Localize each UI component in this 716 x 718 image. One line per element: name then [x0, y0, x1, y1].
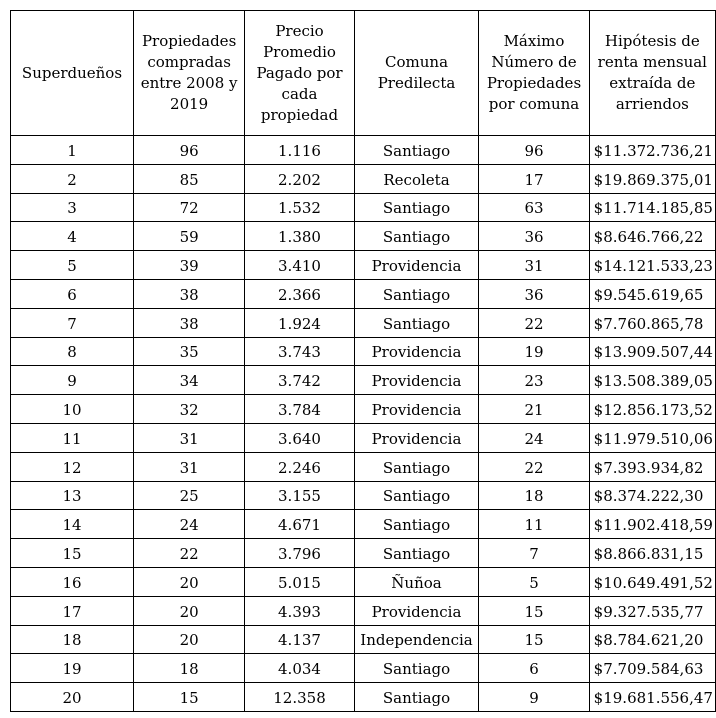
cell-precio-promedio: 3.743	[245, 337, 354, 366]
cell-hipotesis-renta: $7.709.584,63	[589, 654, 715, 683]
table-row	[11, 308, 716, 337]
cell-propiedades-compradas: 59	[133, 222, 244, 251]
cell-superdueno: 11	[11, 423, 134, 452]
cell-superdueno: 5	[11, 251, 134, 280]
cell-maximo-propiedades: 19	[479, 337, 589, 366]
cell-maximo-propiedades: 11	[479, 510, 589, 539]
cell-precio-promedio: 1.924	[245, 308, 354, 337]
cell-maximo-propiedades: 22	[479, 308, 589, 337]
cell-precio-promedio: 12.358	[245, 683, 354, 712]
cell-propiedades-compradas: 20	[133, 567, 244, 596]
cell-superdueno: 12	[11, 452, 134, 481]
cell-propiedades-compradas: 38	[133, 279, 244, 308]
cell-propiedades-compradas: 25	[133, 481, 244, 510]
cell-hipotesis-renta: $11.714.185,85	[589, 193, 715, 222]
cell-comuna-predilecta: Santiago	[354, 510, 479, 539]
cell-superdueno: 7	[11, 308, 134, 337]
cell-maximo-propiedades: 21	[479, 395, 589, 424]
cell-hipotesis-renta: $9.327.535,77	[589, 596, 715, 625]
cell-propiedades-compradas: 24	[133, 510, 244, 539]
cell-superdueno: 9	[11, 366, 134, 395]
cell-precio-promedio: 2.246	[245, 452, 354, 481]
cell-maximo-propiedades: 5	[479, 567, 589, 596]
cell-comuna-predilecta: Santiago	[354, 279, 479, 308]
cell-hipotesis-renta: $11.902.418,59	[589, 510, 715, 539]
cell-superdueno: 6	[11, 279, 134, 308]
cell-hipotesis-renta: $11.979.510,06	[589, 423, 715, 452]
cell-precio-promedio: 2.366	[245, 279, 354, 308]
cell-precio-promedio: 1.532	[245, 193, 354, 222]
cell-superdueno: 2	[11, 164, 134, 193]
header-maximo-propiedades: Máximo Número de Propiedades por comuna	[479, 11, 589, 136]
superduenos-table	[10, 10, 716, 712]
cell-propiedades-compradas: 85	[133, 164, 244, 193]
table-row	[11, 452, 716, 481]
cell-hipotesis-renta: $14.121.533,23	[589, 251, 715, 280]
cell-superdueno: 3	[11, 193, 134, 222]
header-comuna-predilecta: Comuna Predilecta	[354, 11, 479, 136]
cell-comuna-predilecta: Santiago	[354, 193, 479, 222]
cell-precio-promedio: 1.380	[245, 222, 354, 251]
cell-maximo-propiedades: 22	[479, 452, 589, 481]
cell-superdueno: 20	[11, 683, 134, 712]
cell-superdueno: 18	[11, 625, 134, 654]
cell-superdueno: 16	[11, 567, 134, 596]
cell-superdueno: 14	[11, 510, 134, 539]
cell-propiedades-compradas: 38	[133, 308, 244, 337]
header-hipotesis-renta: Hipótesis de renta mensual extraída de arriendos	[589, 11, 715, 136]
cell-superdueno: 10	[11, 395, 134, 424]
cell-hipotesis-renta: $19.681.556,47	[589, 683, 715, 712]
table-row	[11, 193, 716, 222]
cell-maximo-propiedades: 18	[479, 481, 589, 510]
cell-propiedades-compradas: 20	[133, 625, 244, 654]
cell-comuna-predilecta: Providencia	[354, 395, 479, 424]
cell-comuna-predilecta: Providencia	[354, 423, 479, 452]
table-row	[11, 625, 716, 654]
cell-hipotesis-renta: $7.760.865,78	[589, 308, 715, 337]
cell-precio-promedio: 3.796	[245, 539, 354, 568]
cell-comuna-predilecta: Independencia	[354, 625, 479, 654]
cell-propiedades-compradas: 31	[133, 423, 244, 452]
table-row	[11, 337, 716, 366]
cell-propiedades-compradas: 31	[133, 452, 244, 481]
cell-precio-promedio: 4.671	[245, 510, 354, 539]
cell-superdueno: 1	[11, 136, 134, 165]
table-row	[11, 395, 716, 424]
cell-comuna-predilecta: Santiago	[354, 683, 479, 712]
cell-propiedades-compradas: 20	[133, 596, 244, 625]
table-row	[11, 423, 716, 452]
cell-precio-promedio: 4.137	[245, 625, 354, 654]
cell-comuna-predilecta: Ñuñoa	[354, 567, 479, 596]
cell-propiedades-compradas: 35	[133, 337, 244, 366]
cell-propiedades-compradas: 18	[133, 654, 244, 683]
cell-maximo-propiedades: 24	[479, 423, 589, 452]
cell-hipotesis-renta: $8.646.766,22	[589, 222, 715, 251]
cell-propiedades-compradas: 15	[133, 683, 244, 712]
cell-superdueno: 8	[11, 337, 134, 366]
table-row	[11, 510, 716, 539]
cell-hipotesis-renta: $19.869.375,01	[589, 164, 715, 193]
cell-superdueno: 15	[11, 539, 134, 568]
cell-comuna-predilecta: Providencia	[354, 366, 479, 395]
table-row	[11, 683, 716, 712]
table-row	[11, 567, 716, 596]
cell-comuna-predilecta: Santiago	[354, 136, 479, 165]
cell-maximo-propiedades: 15	[479, 596, 589, 625]
table-row	[11, 654, 716, 683]
cell-propiedades-compradas: 96	[133, 136, 244, 165]
cell-comuna-predilecta: Recoleta	[354, 164, 479, 193]
table-row	[11, 164, 716, 193]
cell-precio-promedio: 3.640	[245, 423, 354, 452]
cell-hipotesis-renta: $12.856.173,52	[589, 395, 715, 424]
cell-maximo-propiedades: 96	[479, 136, 589, 165]
table-row	[11, 251, 716, 280]
cell-maximo-propiedades: 7	[479, 539, 589, 568]
cell-precio-promedio: 1.116	[245, 136, 354, 165]
cell-maximo-propiedades: 23	[479, 366, 589, 395]
superduenos-table-container	[10, 10, 716, 712]
cell-precio-promedio: 2.202	[245, 164, 354, 193]
header-row	[11, 11, 716, 136]
cell-comuna-predilecta: Santiago	[354, 539, 479, 568]
cell-propiedades-compradas: 32	[133, 395, 244, 424]
cell-comuna-predilecta: Santiago	[354, 654, 479, 683]
cell-maximo-propiedades: 17	[479, 164, 589, 193]
cell-maximo-propiedades: 9	[479, 683, 589, 712]
table-row	[11, 222, 716, 251]
cell-comuna-predilecta: Providencia	[354, 251, 479, 280]
cell-hipotesis-renta: $8.374.222,30	[589, 481, 715, 510]
cell-hipotesis-renta: $7.393.934,82	[589, 452, 715, 481]
cell-comuna-predilecta: Santiago	[354, 452, 479, 481]
cell-maximo-propiedades: 15	[479, 625, 589, 654]
cell-hipotesis-renta: $13.508.389,05	[589, 366, 715, 395]
cell-comuna-predilecta: Santiago	[354, 481, 479, 510]
cell-superdueno: 17	[11, 596, 134, 625]
cell-comuna-predilecta: Providencia	[354, 596, 479, 625]
cell-superdueno: 19	[11, 654, 134, 683]
cell-propiedades-compradas: 72	[133, 193, 244, 222]
cell-maximo-propiedades: 36	[479, 222, 589, 251]
table-row	[11, 481, 716, 510]
cell-hipotesis-renta: $10.649.491,52	[589, 567, 715, 596]
cell-maximo-propiedades: 6	[479, 654, 589, 683]
cell-maximo-propiedades: 63	[479, 193, 589, 222]
cell-hipotesis-renta: $11.372.736,21	[589, 136, 715, 165]
cell-precio-promedio: 5.015	[245, 567, 354, 596]
table-row	[11, 596, 716, 625]
cell-precio-promedio: 3.742	[245, 366, 354, 395]
header-propiedades-compradas: Propiedades compradas entre 2008 y 2019	[133, 11, 244, 136]
cell-maximo-propiedades: 31	[479, 251, 589, 280]
cell-precio-promedio: 4.393	[245, 596, 354, 625]
table-row	[11, 136, 716, 165]
cell-comuna-predilecta: Providencia	[354, 337, 479, 366]
cell-superdueno: 13	[11, 481, 134, 510]
table-row	[11, 366, 716, 395]
table-row	[11, 279, 716, 308]
cell-precio-promedio: 3.784	[245, 395, 354, 424]
cell-propiedades-compradas: 22	[133, 539, 244, 568]
cell-hipotesis-renta: $8.784.621,20	[589, 625, 715, 654]
cell-precio-promedio: 3.155	[245, 481, 354, 510]
cell-hipotesis-renta: $13.909.507,44	[589, 337, 715, 366]
header-superduenos: Superdueños	[11, 11, 134, 136]
cell-superdueno: 4	[11, 222, 134, 251]
cell-precio-promedio: 4.034	[245, 654, 354, 683]
cell-comuna-predilecta: Santiago	[354, 308, 479, 337]
cell-precio-promedio: 3.410	[245, 251, 354, 280]
cell-propiedades-compradas: 39	[133, 251, 244, 280]
cell-maximo-propiedades: 36	[479, 279, 589, 308]
cell-comuna-predilecta: Santiago	[354, 222, 479, 251]
cell-propiedades-compradas: 34	[133, 366, 244, 395]
table-row	[11, 539, 716, 568]
cell-hipotesis-renta: $9.545.619,65	[589, 279, 715, 308]
header-precio-promedio: Precio Promedio Pagado por cada propiedad	[245, 11, 354, 136]
cell-hipotesis-renta: $8.866.831,15	[589, 539, 715, 568]
